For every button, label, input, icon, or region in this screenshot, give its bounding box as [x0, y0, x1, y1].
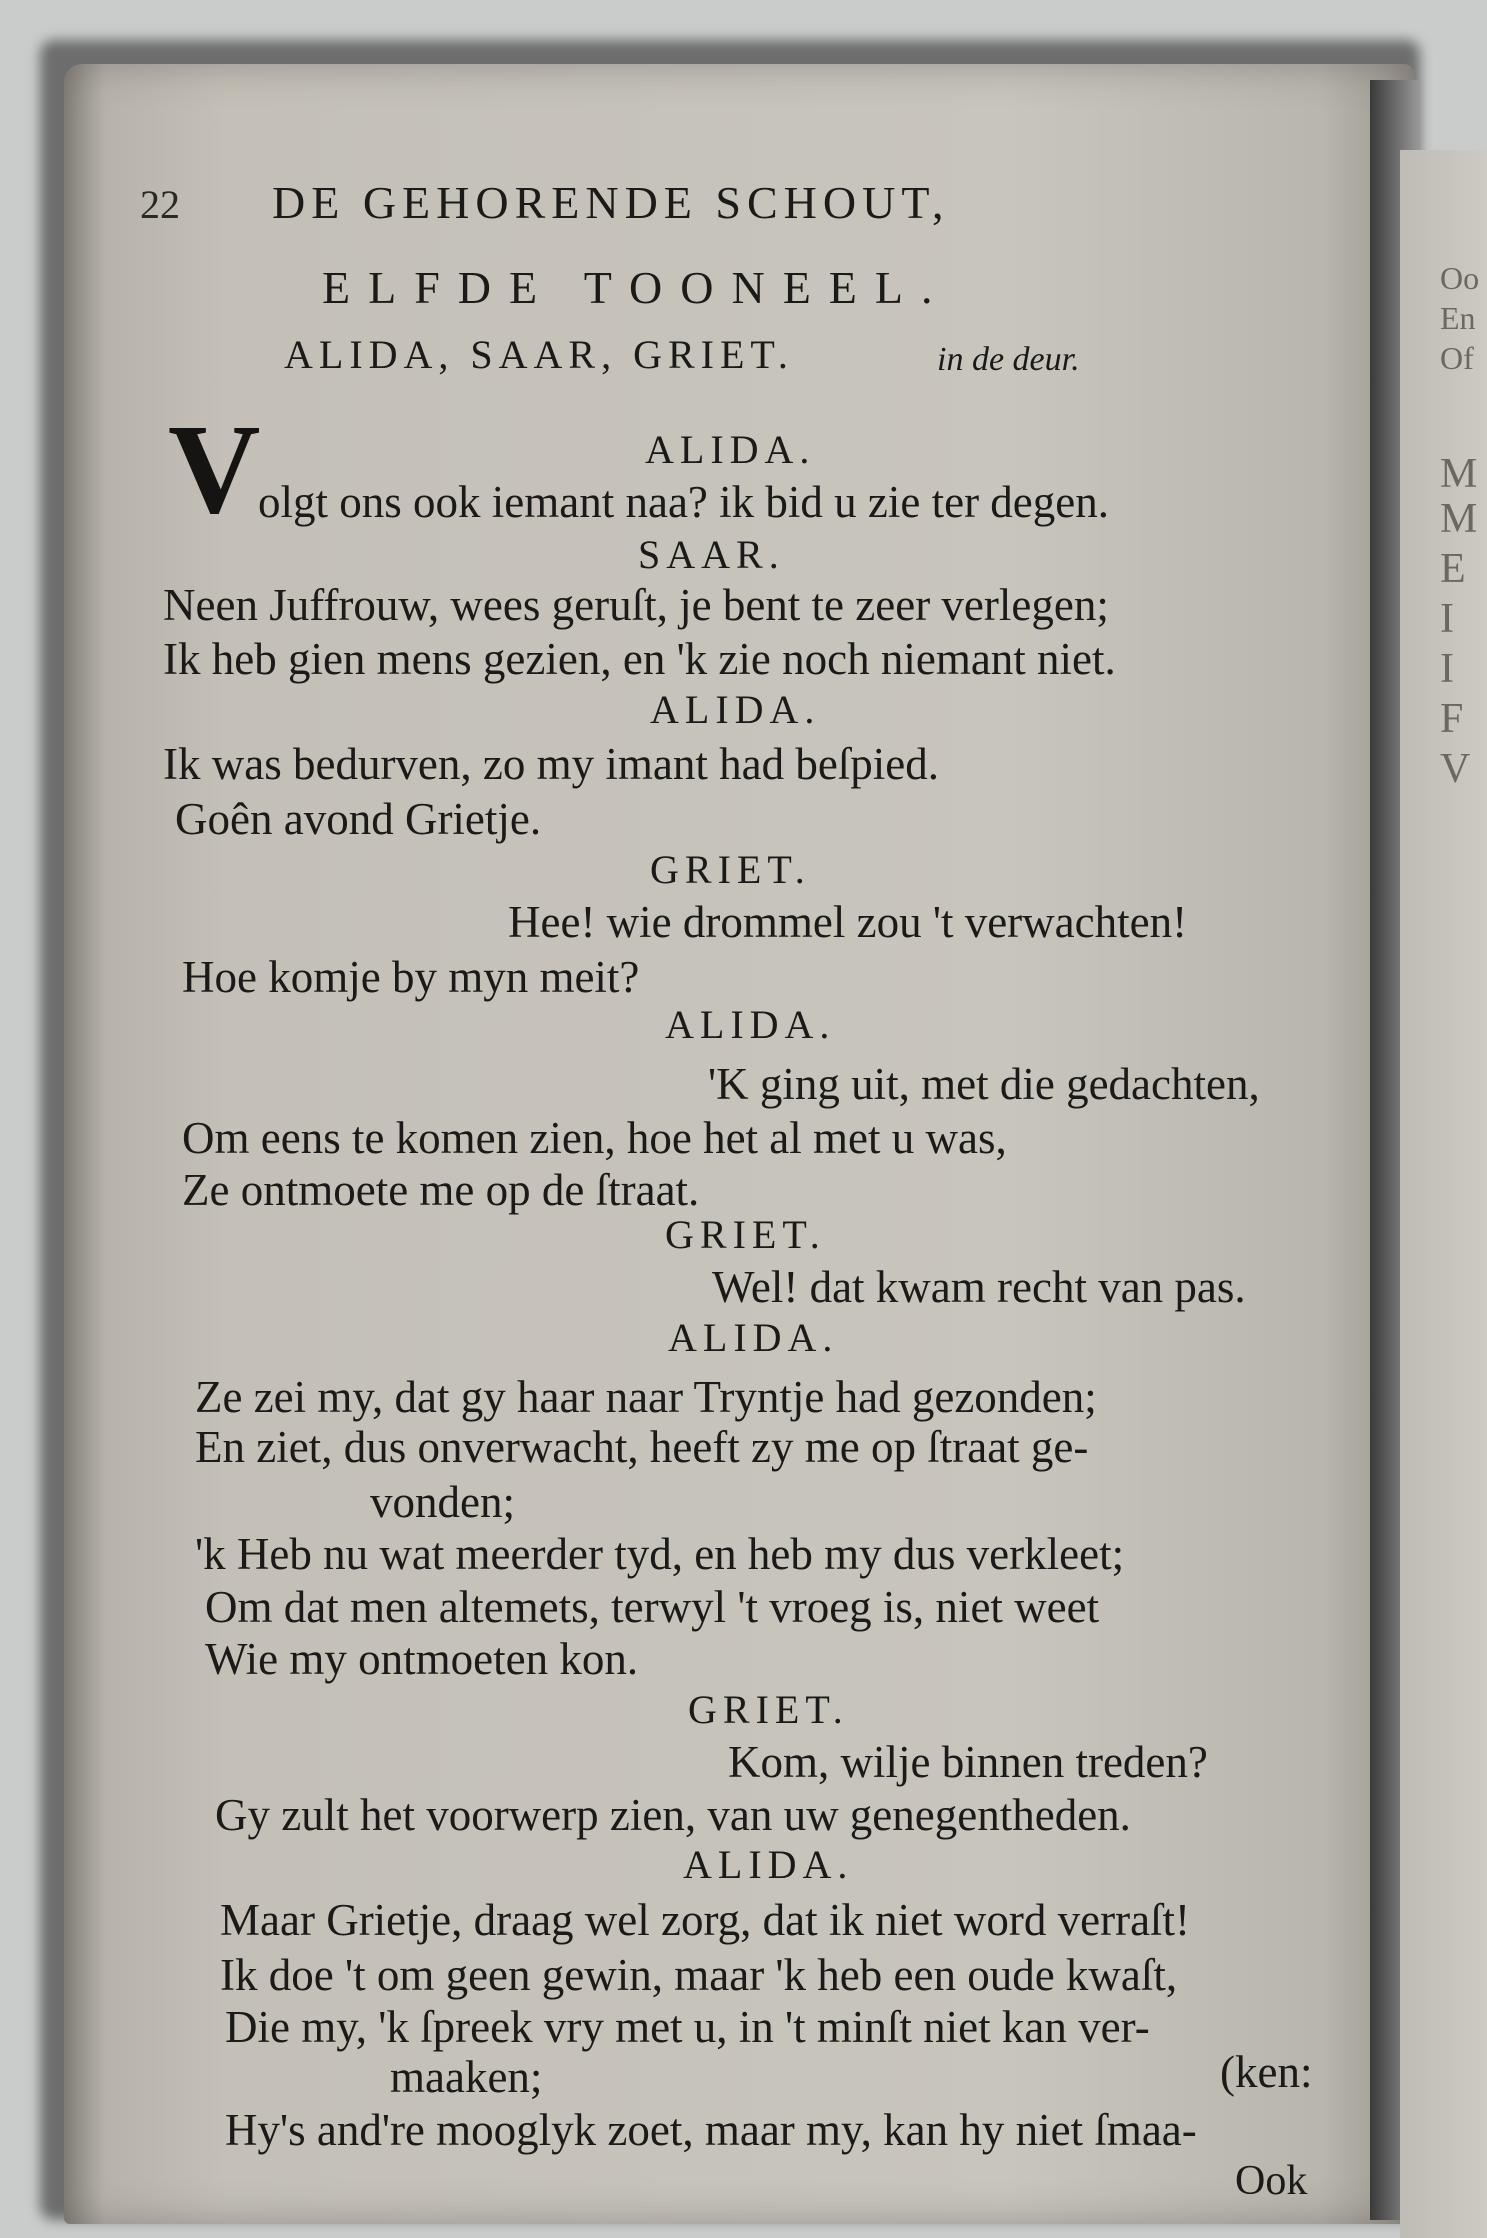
verse-line: Neen Juffrouw, wees geruſt, je bent te zeer verlegen;	[163, 580, 1109, 630]
verse-line: Goên avond Grietje.	[175, 794, 542, 844]
catchword: Ook	[1235, 2158, 1308, 2204]
scene-heading: ELFDE TOONEEL.	[322, 262, 951, 313]
speaker-name: ALIDA.	[645, 427, 816, 472]
speaker-name: SAAR.	[638, 532, 785, 577]
facing-page-fragment: V	[1440, 746, 1471, 792]
facing-page-fragment: I	[1440, 646, 1454, 692]
running-head: DE GEHORENDE SCHOUT,	[272, 177, 950, 228]
speaker-name: ALIDA.	[650, 687, 821, 732]
verse-line: 'K ging uit, met die gedachten,	[708, 1059, 1260, 1109]
scene-characters: ALIDA, SAAR, GRIET.	[284, 332, 794, 377]
verse-line: Kom, wilje binnen treden?	[728, 1737, 1208, 1787]
verse-line: Maar Grietje, draag wel zorg, dat ik niet word verraſt!	[220, 1895, 1191, 1945]
speaker-name: ALIDA.	[668, 1315, 839, 1360]
facing-page-fragment: M	[1440, 496, 1478, 542]
speaker-name: GRIET.	[665, 1212, 826, 1257]
verse-line: Ik heb gien mens gezien, en 'k zie noch niemant niet.	[163, 634, 1116, 684]
verse-line: Ik doe 't om geen gewin, maar 'k heb een oude kwaſt,	[220, 1950, 1178, 2000]
speaker-name: ALIDA.	[683, 1842, 854, 1887]
verse-line: En ziet, dus onverwacht, heeft zy me op ſtraat ge-	[195, 1422, 1089, 1472]
facing-page-fragment: F	[1440, 696, 1464, 742]
verse-line: Wie my ontmoeten kon.	[205, 1634, 639, 1684]
verse-line: Die my, 'k ſpreek vry met u, in 't minſt niet kan ver-	[225, 2002, 1150, 2052]
speaker-name: ALIDA.	[665, 1002, 836, 1047]
speaker-name: GRIET.	[688, 1687, 849, 1732]
facing-page-fragment: M	[1440, 451, 1478, 497]
verse-line: olgt ons ook iemant naa? ik bid u zie ter degen.	[258, 477, 1110, 527]
verse-line: maaken;	[390, 2052, 543, 2102]
page-number: 22	[140, 182, 180, 227]
verse-line: Ik was bedurven, zo my imant had beſpied.	[163, 739, 940, 789]
verse-line: Hoe komje by myn meit?	[182, 952, 640, 1002]
speaker-name: GRIET.	[650, 847, 811, 892]
verse-line: Om dat men altemets, terwyl 't vroeg is, niet weet	[205, 1582, 1100, 1632]
verse-line: 'k Heb nu wat meerder tyd, en heb my dus verkleet;	[195, 1529, 1125, 1579]
facing-page-fragment: E	[1440, 546, 1466, 592]
drop-cap: V	[168, 398, 261, 540]
verse-line: Om eens te komen zien, hoe het al met u was,	[182, 1113, 1007, 1163]
verse-line: Hee! wie drommel zou 't verwachten!	[508, 897, 1188, 947]
verse-line: Ze zei my, dat gy haar naar Tryntje had gezonden;	[195, 1372, 1097, 1422]
facing-page-fragment: Of	[1440, 340, 1474, 376]
verse-line: Wel! dat kwam recht van pas.	[712, 1262, 1246, 1312]
verse-line: (ken:	[1220, 2047, 1313, 2097]
verse-line: Hy's and're mooglyk zoet, maar my, kan hy niet ſmaa-	[225, 2105, 1197, 2155]
stage-direction: in de deur.	[937, 341, 1080, 378]
verse-line: Gy zult het voorwerp zien, van uw genegentheden.	[215, 1790, 1131, 1840]
facing-page-fragment: I	[1440, 596, 1454, 642]
verse-line: Ze ontmoete me op de ſtraat.	[182, 1165, 700, 1215]
facing-page-fragment: Oo	[1440, 260, 1480, 296]
facing-page-fragment: En	[1440, 300, 1476, 336]
verse-line: vonden;	[370, 1477, 515, 1527]
